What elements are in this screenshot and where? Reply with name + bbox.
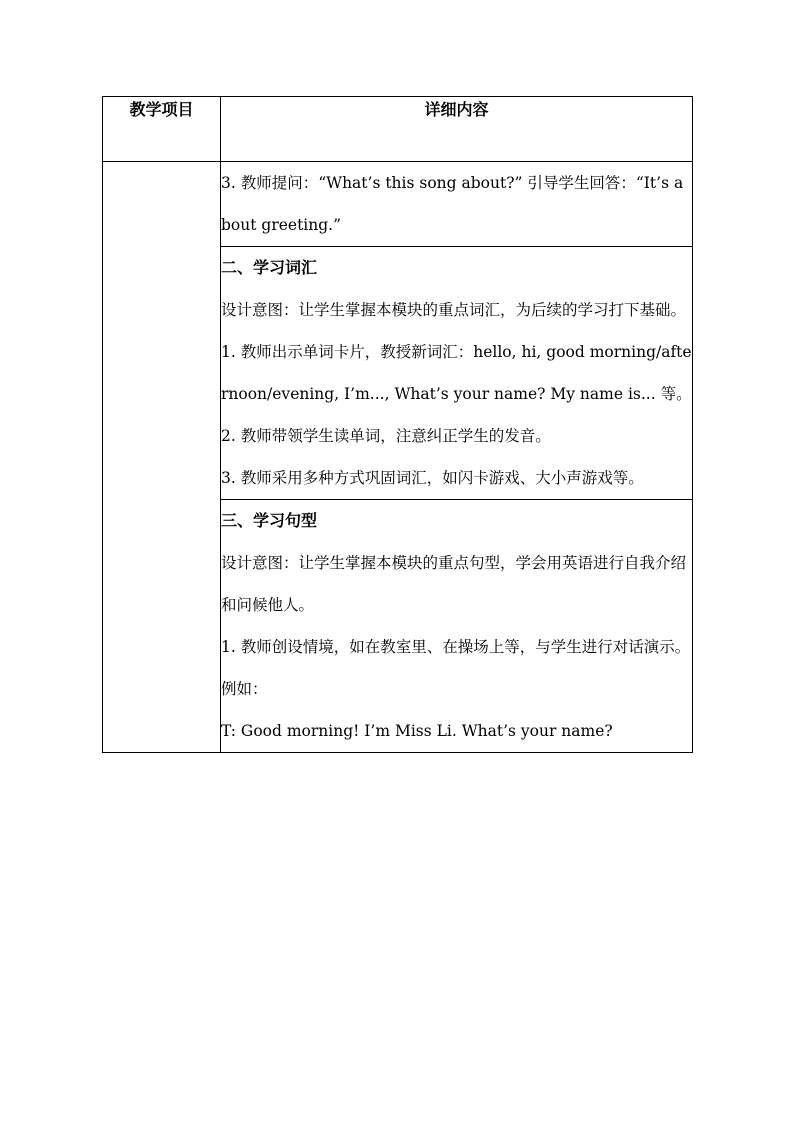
paragraph: 1. 教师创设情境，如在教室里、在操场上等，与学生进行对话演示。	[221, 638, 691, 656]
section-heading: 二、学习词汇	[221, 258, 318, 277]
paragraph: 设计意图：让学生掌握本模块的重点句型，学会用英语进行自我介绍和问候他人。	[221, 554, 687, 614]
paragraph: 例如：	[221, 680, 268, 698]
table-header-row	[103, 97, 693, 162]
paragraph: 3. 教师采用多种方式巩固词汇，如闪卡游戏、大小声游戏等。	[221, 469, 644, 487]
section-vocabulary	[221, 247, 693, 500]
header-detail-content: 详细内容	[221, 97, 693, 162]
table-row	[103, 162, 693, 247]
paragraph: 1. 教师出示单词卡片，教授新词汇：hello, hi, good morning/afternoon/evening, I’m..., What’s your name? My name is... 等。	[221, 343, 692, 403]
paragraph: 2. 教师带领学生读单词，注意纠正学生的发音。	[221, 427, 551, 445]
paragraph: 设计意图：让学生掌握本模块的重点词汇，为后续的学习打下基础。	[221, 301, 687, 319]
paragraph: 3. 教师提问：“What’s this song about?” 引导学生回答：“It’s about greeting.”	[221, 174, 684, 234]
paragraph: T: Good morning! I’m Miss Li. What’s your name?	[221, 722, 613, 740]
lesson-plan-table	[102, 96, 693, 753]
header-teaching-item: 教学项目	[103, 97, 221, 162]
section-song-question	[221, 162, 693, 247]
section-sentence-patterns	[221, 500, 693, 753]
teaching-item-cell	[103, 162, 221, 753]
section-heading: 三、学习句型	[221, 511, 318, 530]
